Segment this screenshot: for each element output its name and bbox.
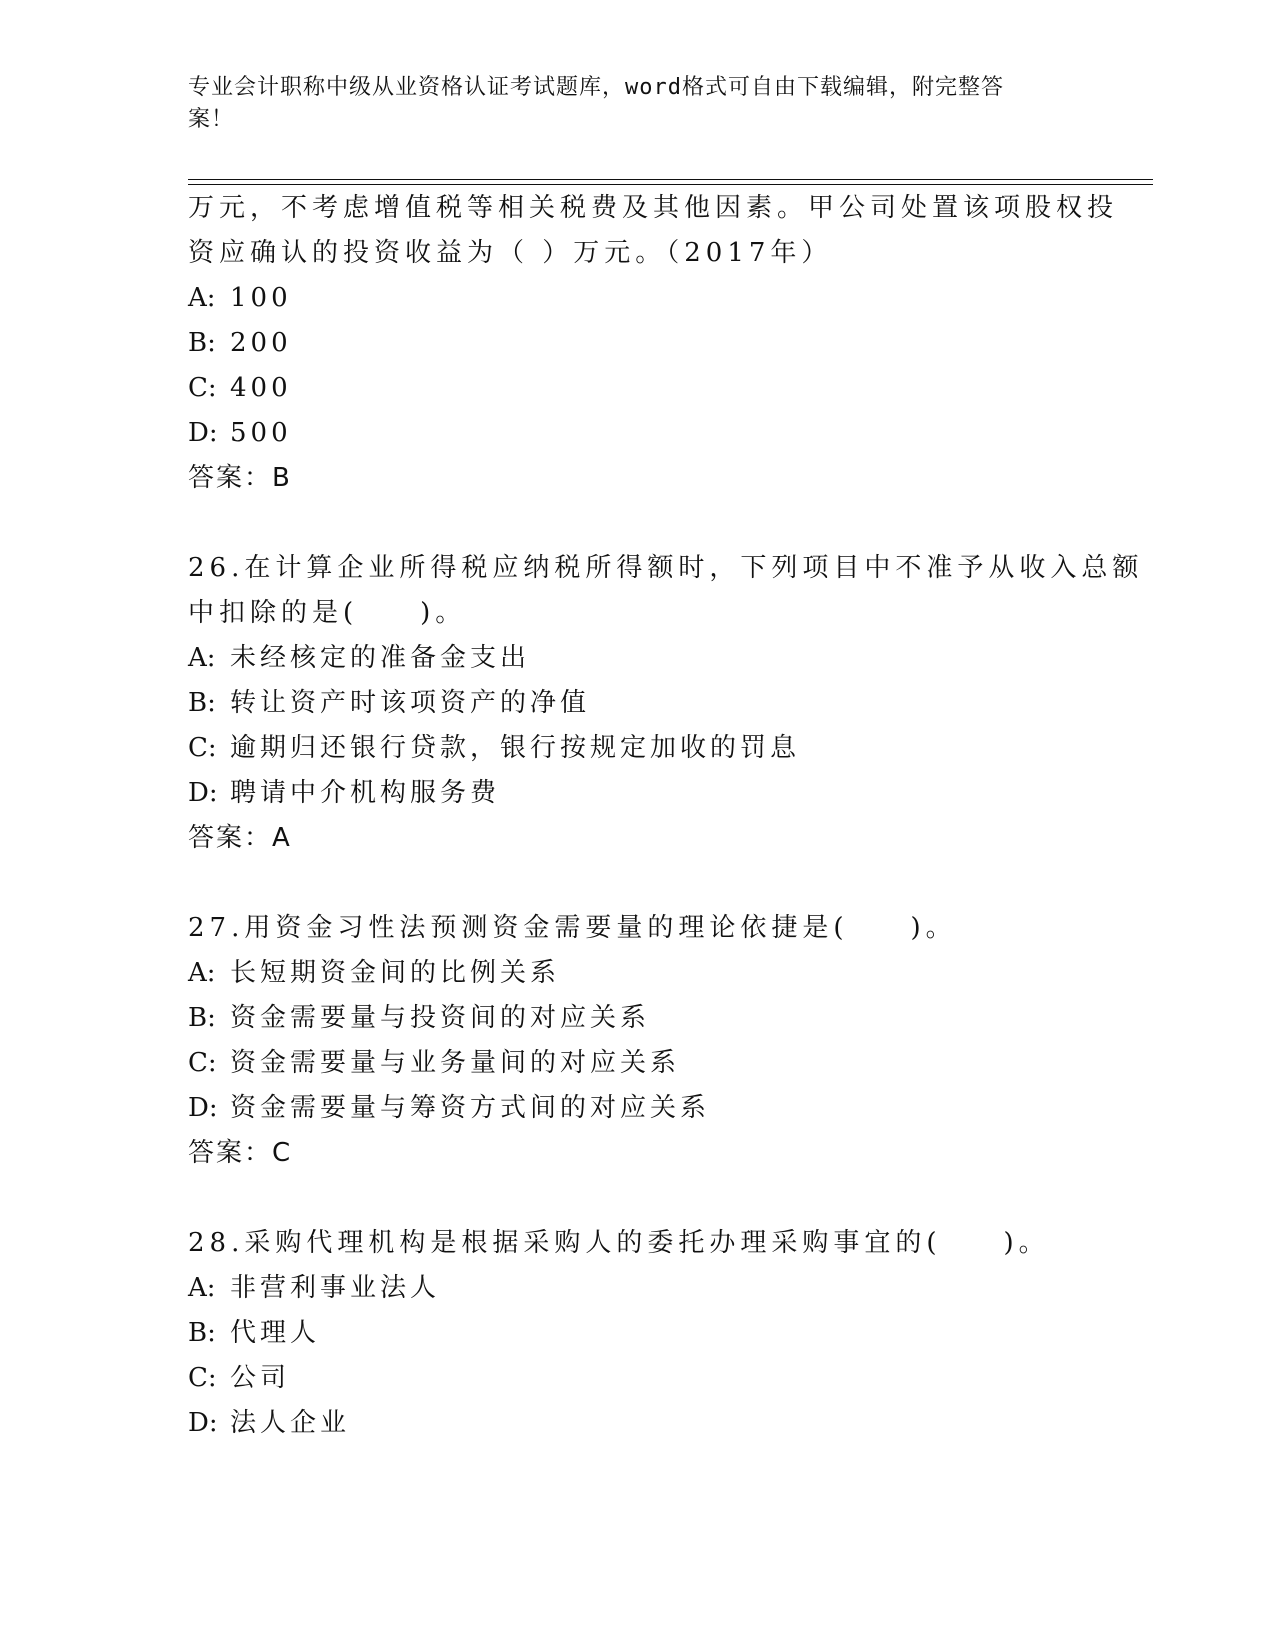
option-key: C: xyxy=(188,1363,217,1393)
option-c xyxy=(188,730,1088,766)
option-text: 100 xyxy=(230,283,292,313)
option-text: 长短期资金间的比例关系 xyxy=(230,958,561,988)
question-text xyxy=(188,1225,1088,1261)
option-text: 资金需要量与筹资方式间的对应关系 xyxy=(230,1093,711,1123)
option-a xyxy=(188,640,1088,676)
answer: 答案：B xyxy=(188,463,292,493)
question-text-line: 26.在计算企业所得税应纳税所得额时，下列项目中不准予从收入总额 xyxy=(188,553,1144,583)
question-text xyxy=(188,910,1088,946)
header-divider-bottom xyxy=(188,184,1153,185)
option-key: B: xyxy=(188,1318,216,1348)
question-text-line: 万元，不考虑增值税等相关税费及其他因素。甲公司处置该项股权投 xyxy=(188,193,1119,223)
option-d xyxy=(188,1405,1088,1441)
option-key: B: xyxy=(188,1003,216,1033)
option-key: C: xyxy=(188,1048,217,1078)
option-text: 未经核定的准备金支出 xyxy=(230,643,531,673)
question-list xyxy=(188,190,1144,1450)
question-text xyxy=(188,550,1144,631)
option-b xyxy=(188,325,1088,361)
option-key: D: xyxy=(188,778,218,808)
option-b xyxy=(188,685,1088,721)
option-text: 公司 xyxy=(230,1363,291,1393)
question-25 xyxy=(188,190,1119,496)
option-text: 资金需要量与投资间的对应关系 xyxy=(230,1003,651,1033)
option-key: B: xyxy=(188,688,216,718)
question-28 xyxy=(188,1225,1088,1441)
option-key: C: xyxy=(188,373,217,403)
header-line-1: 专业会计职称中级从业资格认证考试题库，word格式可自由下载编辑，附完整答 xyxy=(188,75,1004,100)
option-text: 代理人 xyxy=(230,1318,321,1348)
option-key: D: xyxy=(188,418,218,448)
option-key: C: xyxy=(188,733,217,763)
option-a xyxy=(188,955,1088,991)
option-b xyxy=(188,1000,1088,1036)
option-key: D: xyxy=(188,1093,218,1123)
question-text-line: 27.用资金习性法预测资金需要量的理论依捷是( )。 xyxy=(188,913,957,943)
question-text-line: 28.采购代理机构是根据采购人的委托办理采购事宜的( )。 xyxy=(188,1228,1050,1258)
option-d xyxy=(188,1090,1088,1126)
option-text: 法人企业 xyxy=(230,1408,351,1438)
option-key: B: xyxy=(188,328,216,358)
option-key: A: xyxy=(188,958,216,988)
header-divider-top xyxy=(188,179,1153,180)
option-d xyxy=(188,415,1088,451)
option-d xyxy=(188,775,1088,811)
option-text: 500 xyxy=(230,418,292,448)
option-text: 转让资产时该项资产的净值 xyxy=(230,688,591,718)
option-c xyxy=(188,1360,1088,1396)
option-text: 非营利事业法人 xyxy=(230,1273,441,1303)
option-key: A: xyxy=(188,643,216,673)
answer: 答案：A xyxy=(188,823,292,853)
document-header xyxy=(188,72,1068,136)
question-text xyxy=(188,190,1119,271)
question-26 xyxy=(188,550,1144,856)
option-c xyxy=(188,370,1088,406)
question-27 xyxy=(188,910,1088,1171)
option-key: A: xyxy=(188,283,216,313)
option-key: A: xyxy=(188,1273,216,1303)
option-b xyxy=(188,1315,1088,1351)
answer: 答案：C xyxy=(188,1138,293,1168)
option-a xyxy=(188,1270,1088,1306)
question-text-line: 中扣除的是( )。 xyxy=(188,598,467,628)
option-text: 资金需要量与业务量间的对应关系 xyxy=(230,1048,681,1078)
option-text: 200 xyxy=(230,328,292,358)
option-text: 逾期归还银行贷款，银行按规定加收的罚息 xyxy=(230,733,801,763)
option-c xyxy=(188,1045,1088,1081)
header-line-2: 案！ xyxy=(188,107,235,132)
option-text: 聘请中介机构服务费 xyxy=(230,778,501,808)
option-key: D: xyxy=(188,1408,218,1438)
question-text-line: 资应确认的投资收益为（ ）万元。（2017年） xyxy=(188,238,833,268)
option-text: 400 xyxy=(230,373,292,403)
option-a xyxy=(188,280,1088,316)
